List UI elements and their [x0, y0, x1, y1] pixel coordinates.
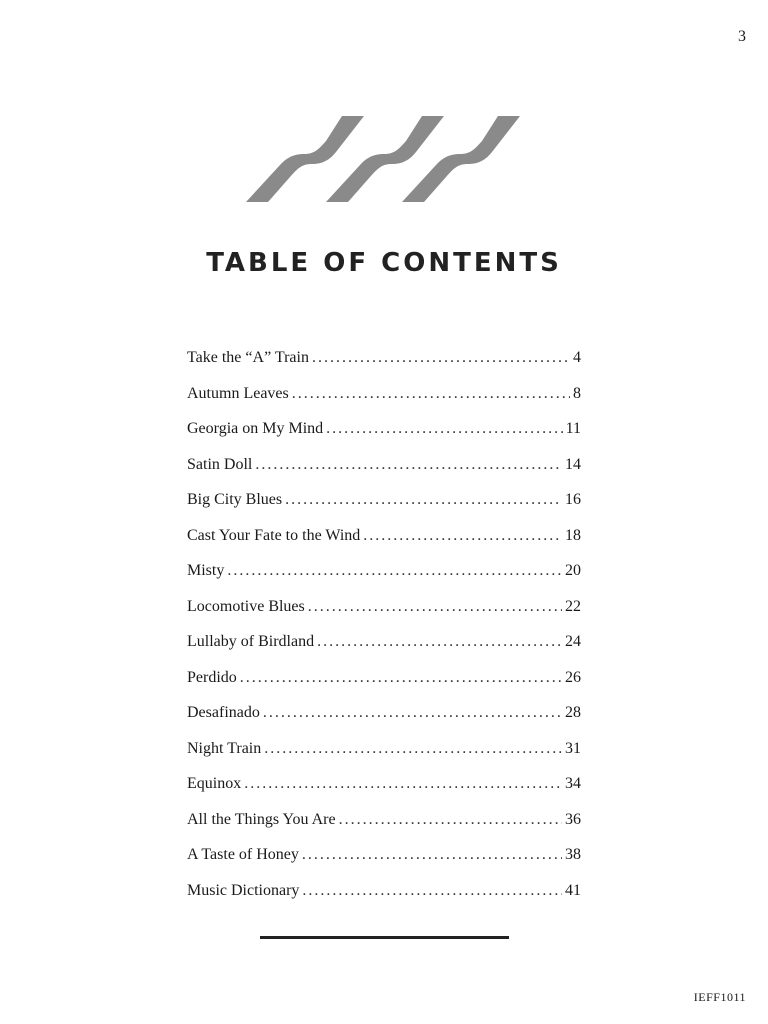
toc-entry[interactable] [187, 557, 581, 593]
toc-entry-title: Cast Your Fate to the Wind [187, 526, 361, 544]
toc-entry[interactable] [187, 806, 581, 842]
toc-entry-title: Lullaby of Birdland [187, 633, 315, 650]
toc-entry-page: 22 [565, 597, 581, 615]
toc-entry[interactable] [187, 344, 581, 380]
toc-entry[interactable] [187, 664, 581, 700]
dot-leader [312, 344, 570, 372]
dot-leader [292, 380, 570, 408]
toc-entry[interactable] [187, 415, 581, 451]
toc-entry-page: 31 [565, 739, 581, 757]
dot-leader [302, 877, 562, 905]
triple-wave-stroke-icon [240, 110, 530, 210]
table-of-contents [187, 344, 581, 912]
toc-entry-page: 24 [565, 633, 581, 650]
toc-entry-page: 41 [565, 881, 581, 899]
toc-entry-title: Take the “A” Train [187, 349, 309, 366]
toc-entry-title: A Taste of Honey [187, 846, 299, 863]
dot-leader [244, 770, 562, 798]
dot-leader [363, 522, 562, 550]
dot-leader [326, 415, 562, 443]
toc-entry-title: Perdido [187, 668, 237, 686]
dot-leader [308, 593, 562, 621]
toc-entry-page: 28 [565, 704, 581, 721]
dot-leader [317, 628, 562, 656]
toc-entry-title: Desafinado [187, 704, 260, 721]
toc-entry[interactable] [187, 522, 581, 558]
dot-leader [227, 557, 562, 585]
toc-entry-page: 14 [565, 455, 581, 473]
dot-leader [302, 841, 562, 869]
toc-entry-title: Satin Doll [187, 455, 253, 473]
toc-entry-page: 18 [565, 526, 581, 544]
toc-entry-page: 26 [565, 668, 581, 686]
dot-leader [263, 699, 562, 727]
toc-entry-page: 38 [565, 846, 581, 863]
dot-leader [255, 451, 562, 479]
toc-entry-title: Georgia on My Mind [187, 420, 324, 437]
toc-entry-title: Equinox [187, 775, 242, 792]
dot-leader [339, 806, 562, 834]
toc-entry-title: Misty [187, 562, 225, 579]
toc-entry[interactable] [187, 841, 581, 877]
toc-entry-page: 36 [565, 810, 581, 828]
catalog-code: IEFF1011 [693, 990, 746, 1004]
toc-entry[interactable] [187, 628, 581, 664]
toc-entry-page: 4 [573, 349, 581, 366]
toc-entry-title: Night Train [187, 739, 262, 757]
dot-leader [240, 664, 562, 692]
divider-rule [260, 936, 509, 939]
toc-entry[interactable] [187, 735, 581, 771]
dot-leader [264, 735, 562, 763]
toc-entry-page: 11 [565, 420, 581, 437]
toc-entry[interactable] [187, 451, 581, 487]
toc-entry[interactable] [187, 699, 581, 735]
toc-entry-title: Locomotive Blues [187, 597, 305, 615]
toc-entry-page: 16 [565, 491, 581, 508]
toc-entry[interactable] [187, 593, 581, 629]
page-number: 3 [738, 28, 746, 45]
toc-entry[interactable] [187, 486, 581, 522]
toc-entry-title: All the Things You Are [187, 810, 336, 828]
toc-entry[interactable] [187, 380, 581, 416]
toc-entry-title: Music Dictionary [187, 881, 300, 899]
toc-entry-title: Autumn Leaves [187, 384, 289, 402]
toc-entry[interactable] [187, 877, 581, 913]
toc-entry-page: 8 [573, 384, 581, 402]
page-title: TABLE OF CONTENTS [206, 248, 562, 278]
toc-entry-page: 20 [565, 562, 581, 579]
toc-entry-page: 34 [565, 775, 581, 792]
toc-entry-title: Big City Blues [187, 491, 283, 508]
toc-entry[interactable] [187, 770, 581, 806]
dot-leader [285, 486, 562, 514]
